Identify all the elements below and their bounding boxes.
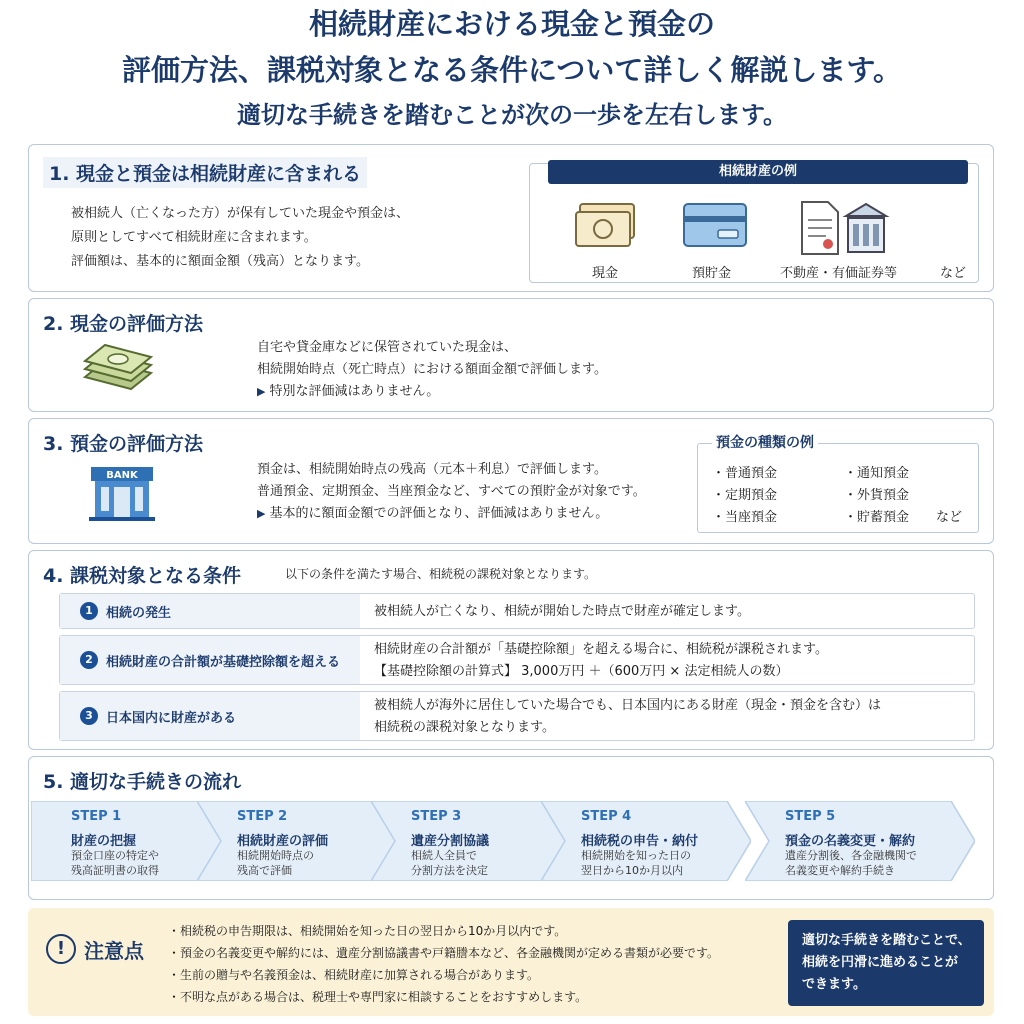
examples-title: 相続財産の例 [548,160,968,184]
notice-label: ! 注意点 [46,934,144,964]
deposit-type: ・貯蓄預金 [844,510,910,525]
notice-callout [788,920,984,1006]
building-icon [842,200,890,260]
section-2-line: 自宅や貸金庫などに保管されていた現金は、 [257,340,518,355]
examples-box [529,163,979,283]
section-5 [28,756,994,900]
step-title: 預金の名義変更・解約 [785,834,916,849]
bank-icon [87,463,157,527]
step-desc: 相続人全員で 分割方法を決定 [411,849,488,877]
section-5-title: 5. 適切な手続きの流れ [43,771,242,793]
condition-text: 被相続人が海外に居住していた場合でも、日本国内にある財産（現金・預金を含む）は [374,698,882,713]
section-1 [28,144,994,292]
section-4-subtitle: 以下の条件を満たす場合、相続税の課税対象となります。 [285,567,597,581]
example-label-deposit: 預貯金 [692,266,732,281]
number-badge-icon: 3 [80,707,98,725]
step-title: 相続税の申告・納付 [581,834,699,849]
section-2-title: 2. 現金の評価方法 [43,313,204,335]
step-desc: 相続開始を知った日の 翌日から10か月以内 [581,849,691,877]
bank-sign: BANK [106,470,138,481]
section-3-note: ▶ 基本的に額面金額での評価となり、評価減はありません。 [257,506,609,521]
deposit-types-title: 預金の種類の例 [712,432,818,452]
example-label-property: 不動産・有価証券等 [780,266,898,281]
notice-item: ・相続税の申告期限は、相続開始を知った日の翌日から10か月以内です。 [168,924,567,938]
section-1-line: 原則としてすべて相続財産に含まれます。 [71,230,317,245]
document-icon [798,200,842,260]
step-number: STEP 5 [785,809,836,824]
step-number: STEP 4 [581,809,632,824]
section-2-line: 相続開始時点（死亡時点）における額面金額で評価します。 [257,362,607,377]
section-3-line: 預金は、相続開始時点の残高（元本＋利息）で評価します。 [257,462,607,477]
deposit-type: ・普通預金 [712,466,778,481]
section-3-title: 3. 預金の評価方法 [43,433,204,455]
condition-label: 1 相続の発生 [60,594,360,628]
condition-row [59,691,975,741]
section-3-line: 普通預金、定期預金、当座預金など、すべての預貯金が対象です。 [257,484,646,499]
page-title-line2: 評価方法、課税対象となる条件について詳しく解説します。 [121,53,903,87]
deposit-type: ・通知預金 [844,466,910,481]
section-2 [28,298,994,412]
number-badge-icon: 2 [80,651,98,669]
section-3 [28,418,994,544]
condition-label: 3 日本国内に財産がある [60,692,360,740]
section-4-title: 4. 課税対象となる条件 [43,565,242,587]
condition-label: 2 相続財産の合計額が基礎控除額を超える [60,636,360,684]
step-4 [541,801,731,881]
notice-list [168,920,719,1008]
deposit-type: ・当座預金 [712,510,778,525]
callout-line: 適切な手続きを踏むことで、 [802,933,971,948]
step-3 [371,801,561,881]
step-number: STEP 3 [411,809,462,824]
section-4 [28,550,994,750]
step-number: STEP 1 [71,809,122,824]
example-label-cash: 現金 [592,266,619,281]
condition-formula: 【基礎控除額の計算式】 3,000万円 ＋（600万円 × 法定相続人の数） [374,664,789,679]
step-1 [31,801,221,881]
condition-text: 相続税の課税対象となります。 [374,720,555,735]
step-desc: 遺産分割後、各金融機関で 名義変更や解約手続き [785,849,917,877]
notice-item: ・生前の贈与や名義預金は、相続財産に加算される場合があります。 [168,968,540,982]
example-label-etc: など [940,266,967,281]
cash-icon [574,200,638,254]
passbook-icon [682,200,748,254]
notice-item: ・預金の名義変更や解約には、遺産分割協議書や戸籍謄本など、各金融機関が定める書類が必要です。 [168,946,720,960]
number-badge-icon: 1 [80,602,98,620]
triangle-bullet-icon: ▶ [257,385,266,398]
section-2-note: ▶ 特別な評価減はありません。 [257,384,440,399]
deposit-types-box [697,435,979,533]
step-desc: 預金口座の特定や 残高証明書の取得 [71,849,159,877]
exclamation-icon: ! [46,934,76,964]
condition-row [59,635,975,685]
deposit-type-etc: など [936,510,963,525]
triangle-bullet-icon: ▶ [257,507,266,520]
deposit-type: ・定期預金 [712,488,778,503]
deposit-type: ・外貨預金 [844,488,910,503]
step-number: STEP 2 [237,809,288,824]
section-1-line: 評価額は、基本的に額面金額（残高）となります。 [71,254,369,269]
callout-line: できます。 [802,977,866,992]
step-5 [745,801,975,881]
section-1-title: 1. 現金と預金は相続財産に含まれる [43,157,367,188]
step-2 [197,801,387,881]
condition-text: 被相続人が亡くなり、相続が開始した時点で財産が確定します。 [374,604,750,619]
notice-panel [28,908,994,1016]
step-desc: 相続開始時点の 残高で評価 [237,849,314,877]
section-1-line: 被相続人（亡くなった方）が保有していた現金や預金は、 [71,206,410,221]
page-subtitle: 適切な手続きを踏むことが次の一歩を左右します。 [236,101,788,129]
step-title: 財産の把握 [71,834,137,849]
step-title: 遺産分割協議 [411,834,490,849]
callout-line: 相続を円滑に進めることが [802,955,959,970]
condition-text: 相続財産の合計額が「基礎控除額」を超える場合に、相続税が課税されます。 [374,642,828,657]
page-title-line1: 相続財産における現金と預金の [308,7,715,41]
cash-stack-icon [81,343,155,399]
notice-item: ・不明な点がある場合は、税理士や専門家に相談することをおすすめします。 [168,990,588,1004]
step-title: 相続財産の評価 [237,834,329,849]
condition-row [59,593,975,629]
